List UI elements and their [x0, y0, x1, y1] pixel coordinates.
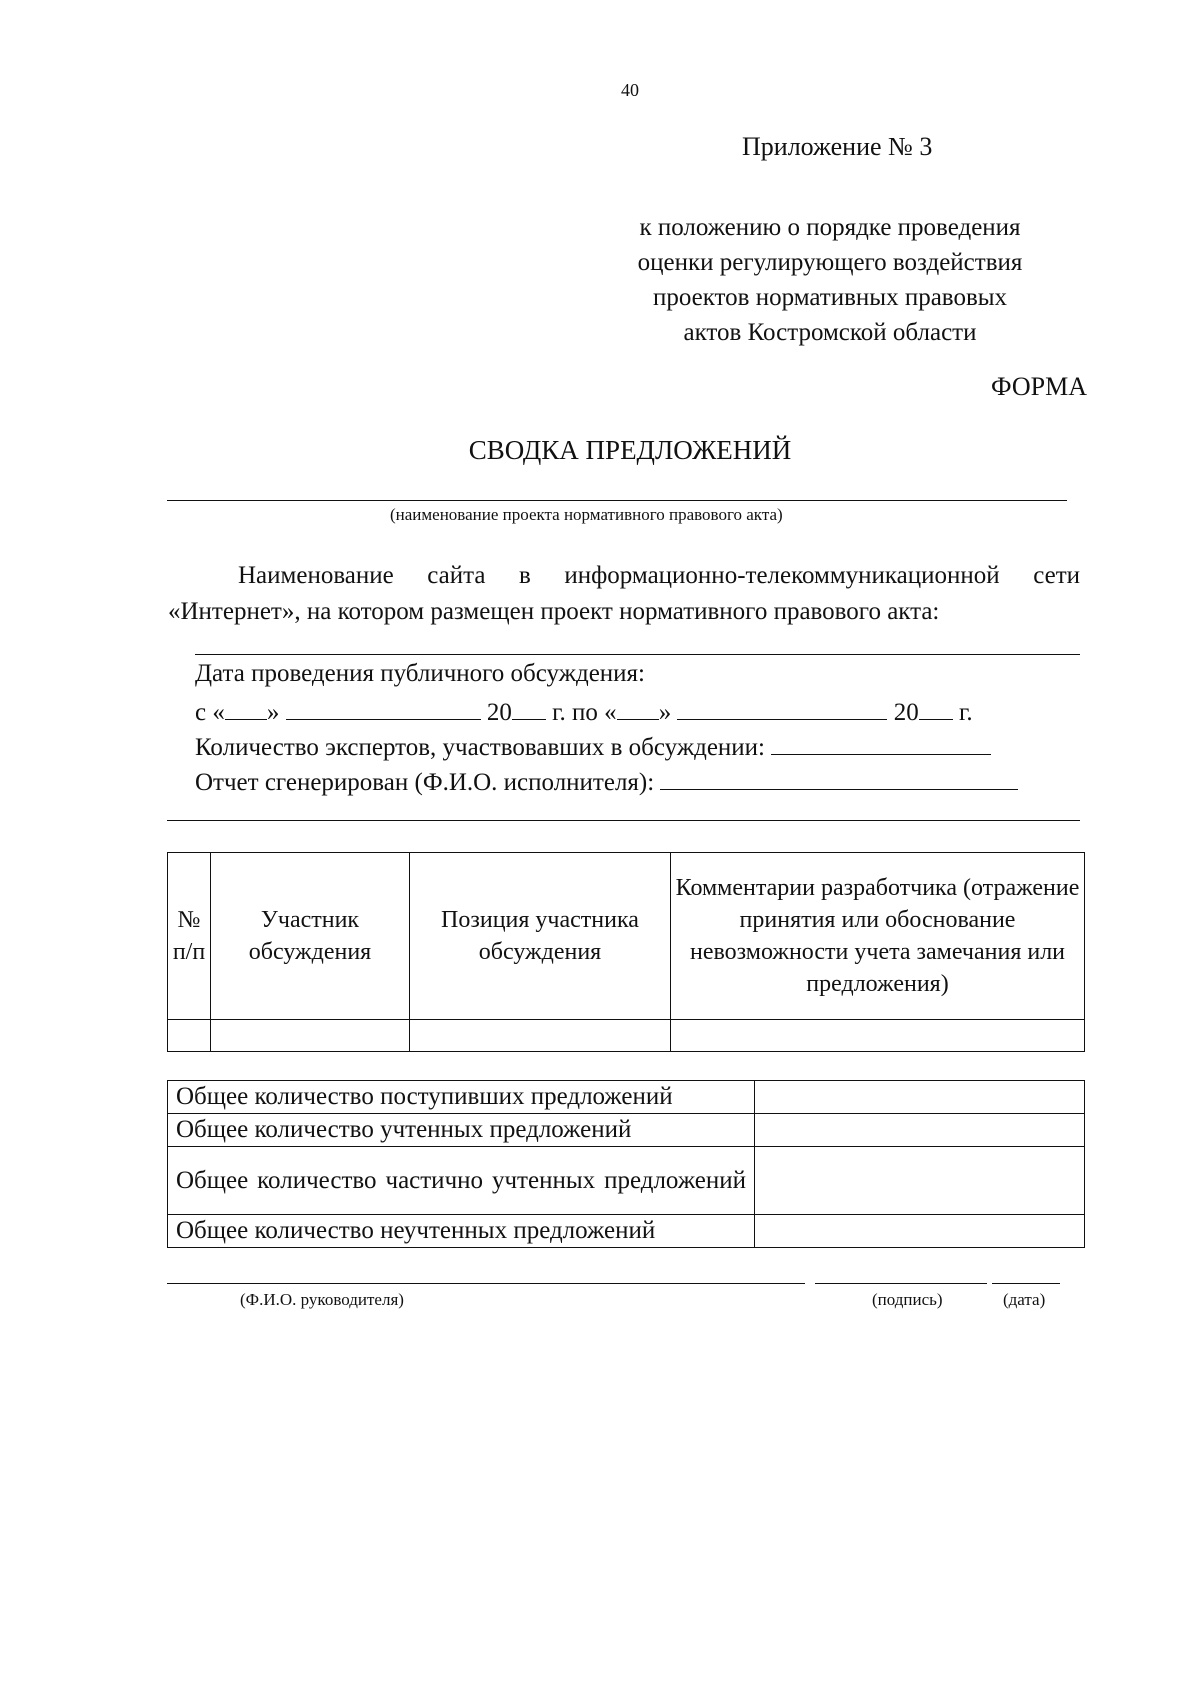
- to-quote-close: »: [658, 699, 672, 726]
- summary-row: [168, 1081, 1085, 1114]
- from-month-field[interactable]: [286, 695, 481, 720]
- cell-number[interactable]: [168, 1020, 211, 1052]
- signature-line[interactable]: [815, 1283, 987, 1284]
- summary-label-received: Общее количество поступивших предложений: [168, 1081, 755, 1114]
- to-day-field[interactable]: [617, 695, 659, 720]
- from-day-field[interactable]: [225, 695, 267, 720]
- site-paragraph-text: Наименование сайта в информационно-телекоммуникационной сети «Интернет», на котором размещен проект нормативного правового акта:: [168, 562, 1080, 625]
- to-year-suffix: г.: [952, 699, 973, 726]
- experts-row: [195, 730, 991, 762]
- discussion-date-label: Дата проведения публичного обсуждения:: [195, 660, 645, 687]
- cell-position[interactable]: [410, 1020, 671, 1052]
- discussion-date-row: [195, 695, 973, 727]
- appendix-title: Приложение № 3: [742, 132, 933, 161]
- experts-count-field[interactable]: [771, 730, 991, 755]
- summary-value-rejected[interactable]: [755, 1215, 1085, 1248]
- appendix-subtitle-line: оценки регулирующего воздействия: [637, 249, 1023, 276]
- document-title: СВОДКА ПРЕДЛОЖЕНИЙ: [468, 435, 792, 465]
- header-position: Позиция участника обсуждения: [410, 853, 671, 1020]
- to-month-field[interactable]: [677, 695, 887, 720]
- proposals-table: [167, 852, 1085, 1052]
- date-line[interactable]: [992, 1283, 1060, 1284]
- report-row: [195, 765, 1018, 797]
- cell-comments[interactable]: [671, 1020, 1085, 1052]
- project-name-caption: (наименование проекта нормативного правового акта): [390, 505, 783, 524]
- project-name-line[interactable]: [167, 500, 1067, 501]
- summary-table: [167, 1080, 1085, 1248]
- appendix-subtitle-line: проектов нормативных правовых: [652, 284, 1008, 311]
- table-row: [168, 1020, 1085, 1052]
- form-label: ФОРМА: [991, 372, 1087, 401]
- summary-label-partial: Общее количество частично учтенных предложений: [168, 1147, 755, 1215]
- to-year-prefix: 20: [893, 699, 919, 726]
- head-name-caption: (Ф.И.О. руководителя): [240, 1290, 404, 1309]
- appendix-subtitle-line: к положению о порядке проведения: [639, 214, 1021, 241]
- from-quote-close: »: [266, 699, 280, 726]
- summary-value-partial[interactable]: [755, 1147, 1085, 1215]
- appendix-subtitle: [580, 210, 1080, 350]
- page-number: 40: [621, 80, 639, 100]
- date-caption: (дата): [1003, 1290, 1046, 1309]
- summary-value-accepted[interactable]: [755, 1114, 1085, 1147]
- table-header-row: [168, 853, 1085, 1020]
- from-prefix: с «: [195, 699, 225, 726]
- summary-label-rejected: Общее количество неучтенных предложений: [168, 1215, 755, 1248]
- summary-row: [168, 1147, 1085, 1215]
- header-number: № п/п: [168, 853, 211, 1020]
- to-year-field[interactable]: [919, 695, 953, 720]
- to-prefix: г. по «: [545, 699, 617, 726]
- from-year-prefix: 20: [486, 699, 512, 726]
- appendix-subtitle-line: актов Костромской области: [683, 319, 977, 346]
- header-developer-comments: Комментарии разработчика (отражение принятия или обоснование невозможности учета замечания или предложения): [671, 853, 1085, 1020]
- summary-row: [168, 1215, 1085, 1248]
- summary-label-accepted: Общее количество учтенных предложений: [168, 1114, 755, 1147]
- site-name-line[interactable]: [195, 654, 1080, 655]
- signature-caption: (подпись): [872, 1290, 943, 1309]
- site-paragraph: [168, 558, 1080, 630]
- cell-participant[interactable]: [211, 1020, 410, 1052]
- report-label: Отчет сгенерирован (Ф.И.О. исполнителя):: [195, 769, 655, 796]
- summary-row: [168, 1114, 1085, 1147]
- report-author-field[interactable]: [660, 765, 1018, 790]
- head-name-line[interactable]: [167, 1283, 805, 1284]
- header-participant: Участник обсуждения: [211, 853, 410, 1020]
- from-year-field[interactable]: [512, 695, 546, 720]
- report-extra-line[interactable]: [167, 820, 1080, 821]
- summary-value-received[interactable]: [755, 1081, 1085, 1114]
- experts-label: Количество экспертов, участвовавших в обсуждении:: [195, 734, 766, 761]
